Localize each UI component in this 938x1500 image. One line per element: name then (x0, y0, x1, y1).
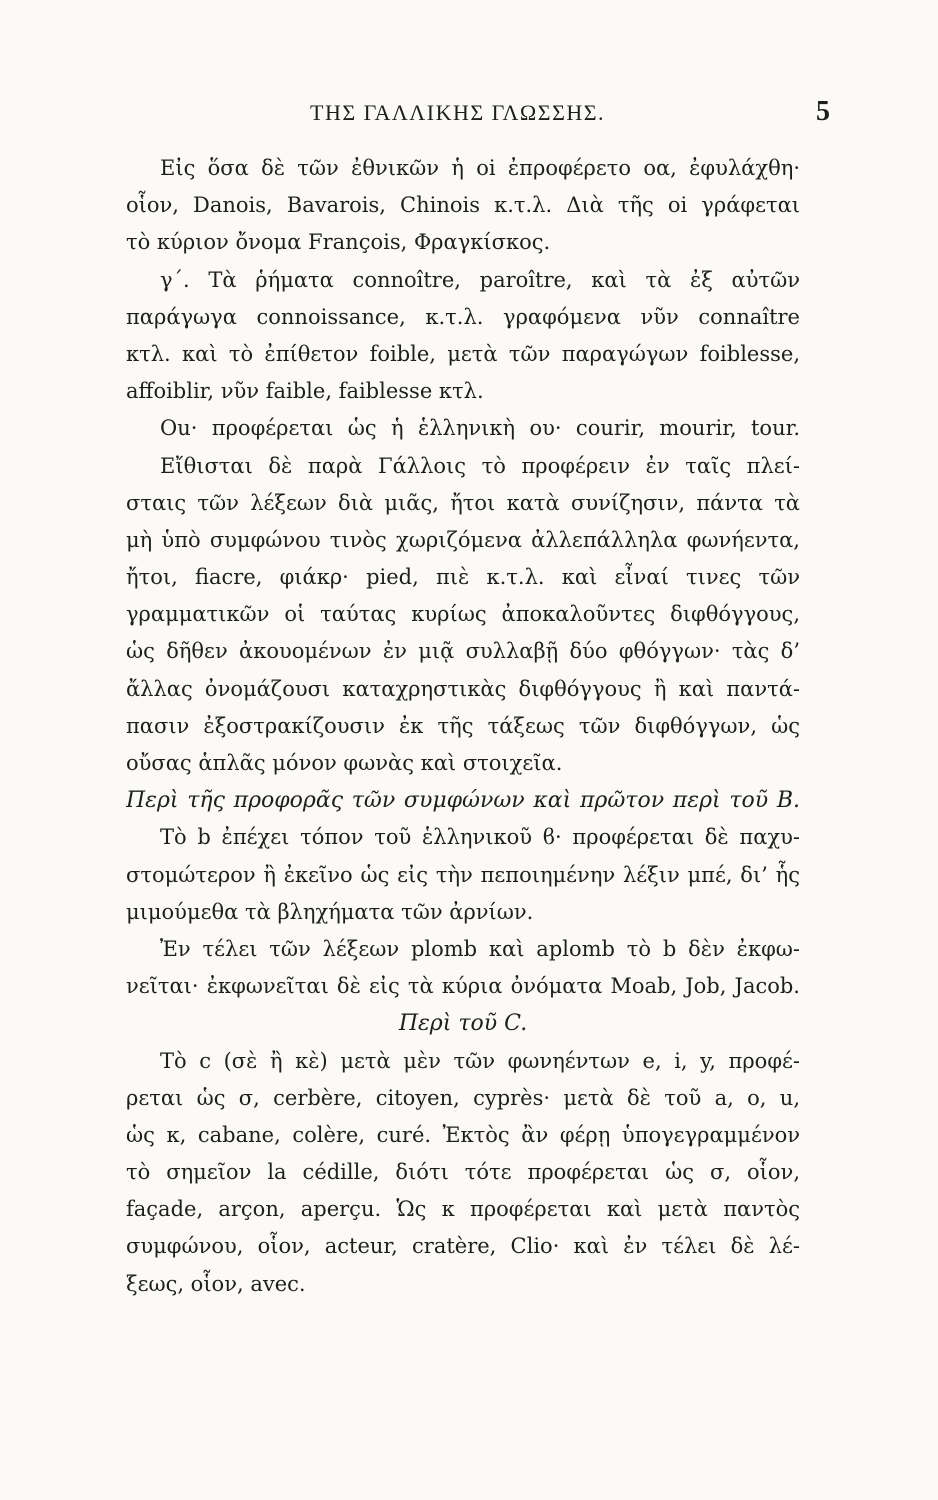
text-line: Ἐν τέλει τῶν λέξεων plomb καὶ aplomb τὸ b δὲν ἐκφω- (160, 936, 800, 961)
text-line: Ou· προφέρεται ὡς ἡ ἑλληνικὴ ου· courir, mourir, tour. (160, 416, 800, 441)
text-line: συμφώνου, οἷον, acteur, cratère, Clio· καὶ ἐν τέλει δὲ λέ- (126, 1234, 800, 1259)
text-line: Τὸ b ἐπέχει τόπον τοῦ ἑλληνικοῦ ϐ· προφέρεται δὲ παχυ- (160, 825, 800, 850)
text-line: σταις τῶν λέξεων διὰ μιᾶς, ἤτοι κατὰ συνίζησιν, πάντα τὰ (126, 490, 800, 515)
text-line: μιμούμεθα τὰ βληχήματα τῶν ἀρνίων. (126, 899, 534, 924)
text-line: γ΄. Τὰ ῥήματα connoître, paroître, καὶ τὰ ἐξ αὐτῶν (160, 267, 800, 292)
text-line: οἷον, Danois, Bavarois, Chinois κ.τ.λ. Διὰ τῆς oi γράφεται (126, 193, 800, 218)
text-line: μὴ ὑπὸ συμφώνου τινὸς χωριζόμενα ἀλλεπάλληλα φωνήεντα, (126, 527, 800, 552)
text-line: παράγωγα connoissance, κ.τ.λ. γραφόμενα νῦν connaître (126, 304, 800, 329)
text-line: ρεται ὡς σ, cerbère, citoyen, cyprès· μετὰ δὲ τοῦ a, o, u, (126, 1085, 800, 1110)
section-heading-b: Περὶ τῆς προφορᾶς τῶν συμφώνων καὶ πρῶτον περὶ τοῦ B. (126, 788, 800, 814)
text-line: οὔσας ἁπλᾶς μόνον φωνὰς καὶ στοιχεῖα. (126, 751, 563, 775)
running-title: ΤΗΣ ΓΑΛΛΙΚΗΣ ΓΛΩΣΣΗΣ. (310, 100, 606, 125)
section-heading-c: Περὶ τοῦ C. (398, 1011, 528, 1037)
text-line: affoiblir, νῦν faible, faiblesse κτλ. (126, 379, 484, 404)
text-line: πασιν ἐξοστρακίζουσιν ἐκ τῆς τάξεως τῶν διφθόγγων, ὡς (126, 713, 800, 738)
text-line: façade, arçon, aperçu. Ὡς κ προφέρεται καὶ μετὰ παντὸς (126, 1197, 800, 1222)
text-line: ὡς δῆθεν ἀκουομένων ἐν μιᾷ συλλαβῇ δύο φθόγγων· τὰς δ’ (126, 639, 800, 664)
page-number: 5 (816, 96, 830, 127)
text-line: Εἴθισται δὲ παρὰ Γάλλοις τὸ προφέρειν ἐν ταῖς πλεί- (160, 453, 800, 478)
text-line: Εἰς ὅσα δὲ τῶν ἐθνικῶν ἡ oi ἐπροφέρετο οα, ἐφυλάχθη· (160, 156, 800, 180)
body-text (126, 150, 800, 1303)
text-line: ξεως, οἷον, avec. (126, 1271, 306, 1296)
text-line: κτλ. καὶ τὸ ἐπίθετον foible, μετὰ τῶν παραγώγων foiblesse, (126, 341, 800, 366)
text-line: ὡς κ, cabane, colère, curé. Ἐκτὸς ἂν φέρῃ ὑπογεγραμμένον (126, 1122, 800, 1147)
text-line: Τὸ c (σὲ ἢ κὲ) μετὰ μὲν τῶν φωνηέντων e, i, y, προφέ- (160, 1048, 800, 1073)
text-line: γραμματικῶν οἱ ταύτας κυρίως ἀποκαλοῦντες διφθόγγους, (126, 602, 800, 627)
text-line: ἤτοι, fiacre, φιάκρ· pied, πιὲ κ.τ.λ. καὶ εἶναί τινες τῶν (126, 565, 800, 590)
page-header (130, 96, 830, 140)
text-line: τὸ σημεῖον la cédille, διότι τότε προφέρεται ὡς σ, οἷον, (126, 1160, 800, 1185)
text-line: τὸ κύριον ὄνομα François, Φραγκίσκος. (126, 230, 551, 255)
text-line: νεῖται· ἐκφωνεῖται δὲ εἰς τὰ κύρια ὀνόματα Moab, Job, Jacob. (126, 974, 800, 999)
text-line: ἄλλας ὀνομάζουσι καταχρηστικὰς διφθόγγους ἢ καὶ παντά- (126, 676, 800, 701)
text-line: στομώτερον ἢ ἐκεῖνο ὡς εἰς τὴν πεποιημένην λέξιν μπέ, δι’ ἧς (126, 862, 800, 887)
